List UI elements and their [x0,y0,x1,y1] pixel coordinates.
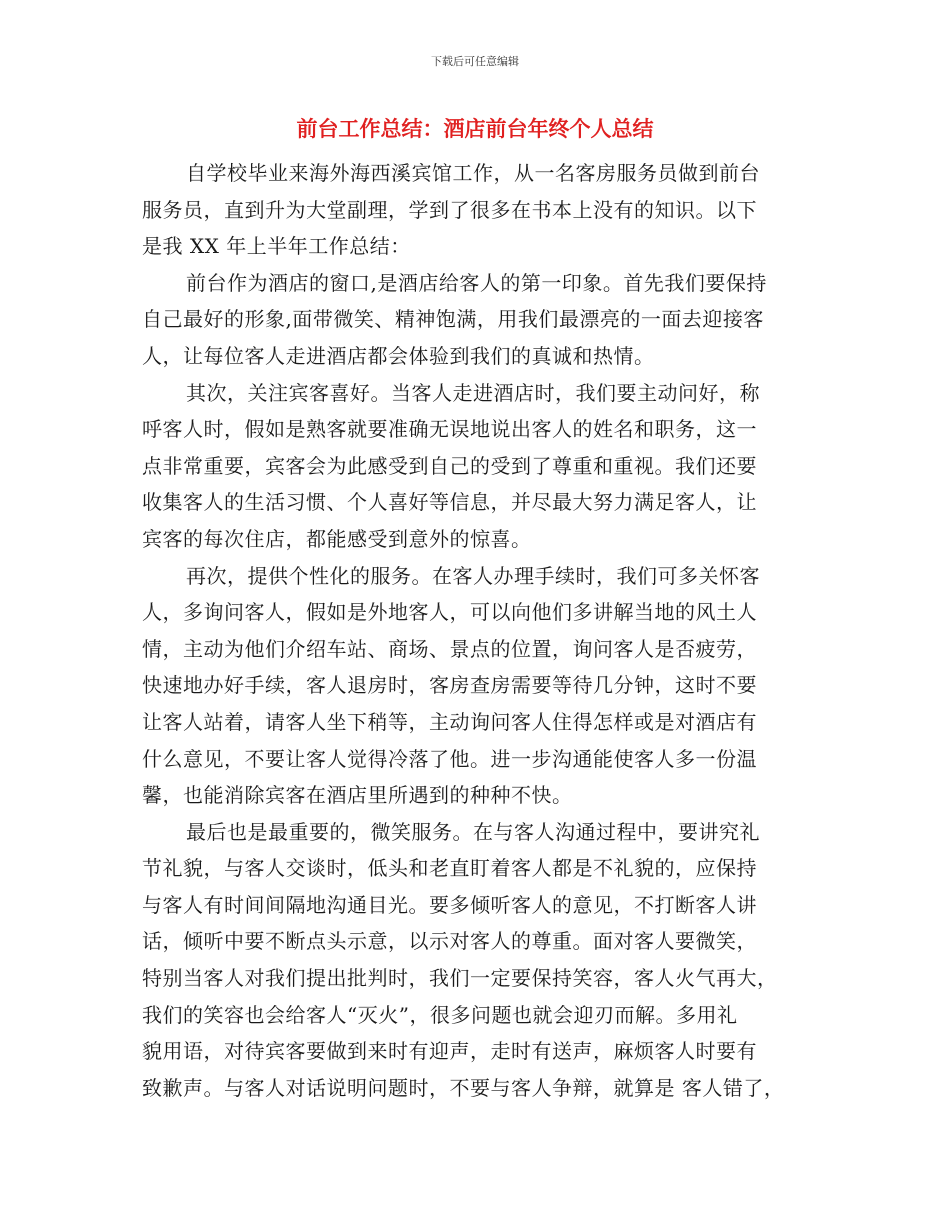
text-line: 前台作为酒店的窗口,是酒店给客人的第一印象。首先我们要保持 [186,270,767,295]
text-line: 其次，关注宾客喜好。当客人走进酒店时，我们要主动问好，称 [186,380,760,405]
text-line: 自己最好的形象,面带微笑、精神饱满，用我们最漂亮的一面去迎接客 [142,307,764,332]
text-line: 自学校毕业来海外海西溪宾馆工作，从一名客房服务员做到前台 [186,161,760,185]
text-line: 致歉声。与客人对话说明问题时，不要与客人争辩，就算是 客人错了， [142,1075,785,1100]
text-line: 服务员，直到升为大堂副理，学到了很多在书本上没有的知识。以下 [142,197,757,222]
text-line: 貌用语，对待宾客要做到来时有迎声，走时有送声，麻烦客人时要有 [142,1039,757,1064]
document-title: 前台工作总结：酒店前台年终个人总结 [296,117,654,141]
text-line: 什么意见，不要让客人觉得冷落了他。进一步沟通能使客人多一份温 [142,746,757,771]
text-line: 再次，提供个性化的服务。在客人办理手续时，我们可多关怀客 [186,563,760,588]
text-line: 呼客人时，假如是熟客就要准确无误地说出客人的姓名和职务，这一 [142,417,757,442]
text-line: 人，多询问客人，假如是外地客人，可以向他们多讲解当地的风土人 [142,600,757,625]
text-line: 特别当客人对我们提出批判时，我们一定要保持笑容，客人火气再大， [142,966,778,991]
text-line: 节礼貌，与客人交谈时，低头和老直盯着客人都是不礼貌的，应保持 [142,856,757,881]
text-line: 馨，也能消除宾客在酒店里所遇到的种种不快。 [142,783,573,808]
text-line: 人，让每位客人走进酒店都会体验到我们的真诚和热情。 [142,343,655,368]
text-line: 情，主动为他们介绍车站、商场、景点的位置，询问客人是否疲劳， [142,636,757,661]
text-line: 是我 XX 年上半年工作总结： [142,234,411,259]
text-line: 我们的笑容也会给客人“灭火”，很多问题也就会迎刃而解。多用礼 [142,1002,738,1027]
text-line: 宾客的每次住店，都能感受到意外的惊喜。 [142,526,532,551]
document-body [142,155,810,1106]
text-line: 让客人站着，请客人坐下稍等，主动询问客人住得怎样或是对酒店有 [142,709,757,734]
text-line: 点非常重要，宾客会为此感受到自己的受到了尊重和重视。我们还要 [142,453,757,478]
text-line: 最后也是最重要的，微笑服务。在与客人沟通过程中，要讲究礼 [186,819,760,844]
text-line: 快速地办好手续，客人退房时，客房查房需要等待几分钟，这时不要 [142,673,757,698]
text-line: 收集客人的生活习惯、个人喜好等信息，并尽最大努力满足客人，让 [142,490,757,515]
text-line: 与客人有时间间隔地沟通目光。要多倾听客人的意见，不打断客人讲 [142,892,757,917]
text-line: 话，倾听中要不断点头示意，以示对客人的尊重。面对客人要微笑， [142,929,757,954]
page-header: 下载后可任意编辑 [431,55,519,68]
